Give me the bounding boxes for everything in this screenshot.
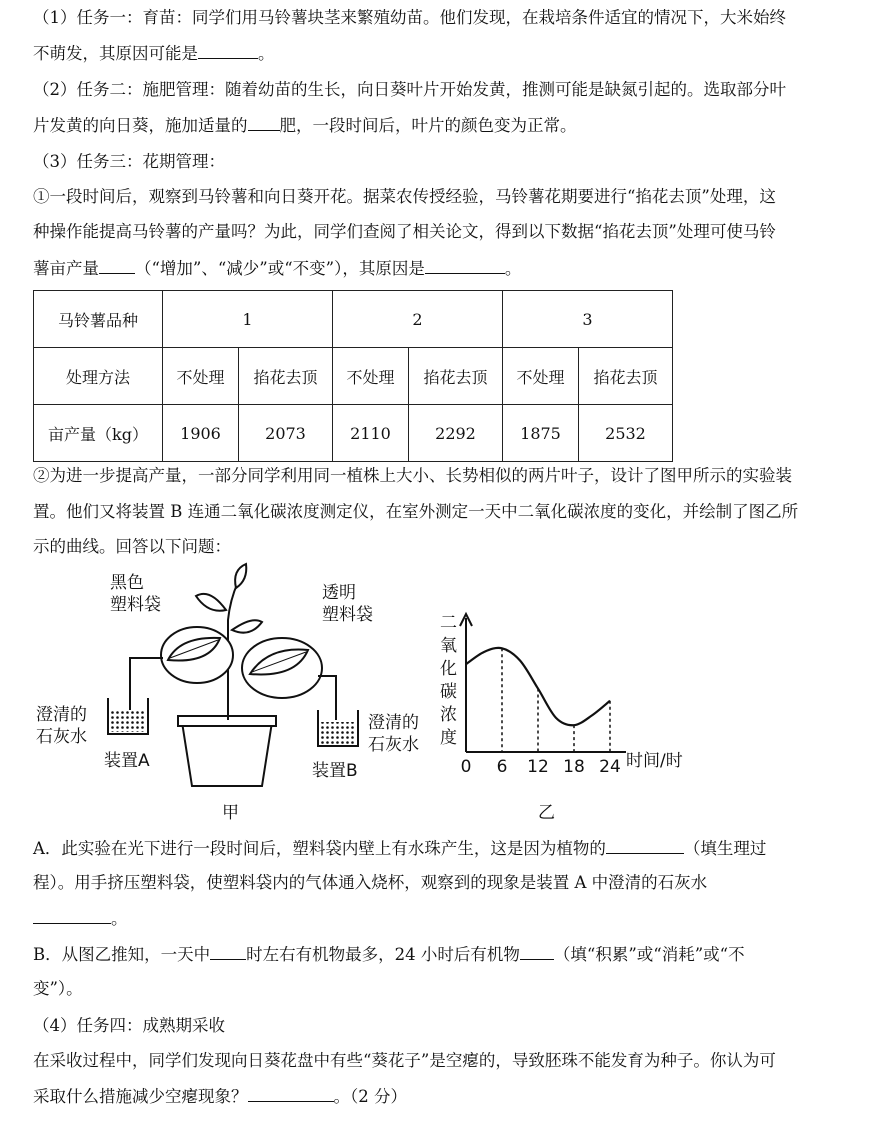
table-cell: 不处理 [163, 348, 239, 405]
x-axis-unit: 时间/时 [626, 751, 683, 771]
qb-time-blank[interactable] [210, 944, 246, 960]
q4-line2 [33, 1086, 407, 1107]
qa-text-a: A．此实验在光下进行一段时间后，塑料袋内壁上有水珠产生，这是因为植物的 [33, 839, 606, 858]
qa-line3 [33, 908, 128, 929]
yield-table [33, 290, 673, 462]
table-cell: 处理方法 [34, 348, 163, 405]
table-row [34, 291, 673, 348]
table-cell: 亩产量（kg） [34, 405, 163, 462]
q3-text-c: 。 [504, 259, 522, 278]
qa-phenomenon-blank[interactable] [33, 908, 111, 924]
x-tick-label: 12 [527, 757, 549, 777]
x-tick-label: 0 [460, 757, 472, 777]
x-tick-label: 24 [599, 757, 621, 777]
table-row [34, 348, 673, 405]
q1-line1: （1）任务一：育苗：同学们用马铃薯块茎来繁殖幼苗。他们发现，在栽培条件适宜的情况下，大米始终 [33, 8, 786, 27]
table-cell: 2073 [239, 405, 333, 462]
clear-bag-label: 塑料袋 [322, 605, 373, 625]
q2-line2 [33, 115, 577, 136]
q3-yield-blank[interactable] [99, 258, 135, 274]
black-bag-label: 塑料袋 [110, 595, 161, 615]
device-a-label: 装置A [104, 751, 150, 771]
table-cell: 2110 [333, 405, 409, 462]
q3-p2-line1: ②为进一步提高产量，一部分同学利用同一植株上大小、长势相似的两片叶子，设计了图甲所示的实验装 [33, 466, 792, 485]
table-cell: 3 [503, 291, 673, 348]
qa-period: 。 [111, 909, 128, 928]
qb-organic-blank[interactable] [520, 944, 554, 960]
table-cell: 2532 [579, 405, 673, 462]
table-cell: 马铃薯品种 [34, 291, 163, 348]
table-cell: 2292 [409, 405, 503, 462]
q1-period: 。 [258, 44, 275, 63]
figure-jia-label: 甲 [222, 803, 239, 823]
q4-title: （4）任务四：成熟期采收 [33, 1016, 225, 1035]
q2-text-a: 片发黄的向日葵，施加适量的 [33, 116, 248, 135]
q4-line1: 在采收过程中，同学们发现向日葵花盘中有些“葵花子”是空瘪的，导致胚珠不能发育为种子。你认为可 [33, 1051, 776, 1070]
y-axis-label-char: 氧 [440, 636, 457, 656]
table-cell: 掐花去顶 [579, 348, 673, 405]
qa-line2: 程）。用手挤压塑料袋，使塑料袋内的气体通入烧杯，观察到的现象是装置 A 中澄清的石灰水 [33, 873, 708, 892]
table-cell: 1 [163, 291, 333, 348]
lime-water-b-label: 澄清的 [368, 713, 419, 733]
q4-answer-blank[interactable] [248, 1086, 334, 1102]
lime-water-a-label: 石灰水 [36, 727, 87, 747]
flower-pot [182, 722, 272, 786]
qb-text-a: B．从图乙推知，一天中 [33, 945, 211, 964]
q3-p1-line2: 种操作能提高马铃薯的产量吗？为此，同学们查阅了相关论文，得到以下数据“掐花去顶”处理可使马铃 [33, 222, 776, 241]
table-cell: 不处理 [333, 348, 409, 405]
qa-process-blank[interactable] [606, 838, 684, 854]
black-bag-label: 黑色 [110, 573, 144, 593]
lime-water-a-label: 澄清的 [36, 705, 87, 725]
y-axis-label-char: 度 [440, 728, 457, 748]
q4-text-a: 采取什么措施减少空瘪现象？ [33, 1087, 248, 1106]
q3-text-a: 薯亩产量 [33, 259, 99, 278]
table-cell: 1906 [163, 405, 239, 462]
qb-text-c: （填“积累”或“消耗”或“不 [553, 945, 745, 964]
tube-a [130, 658, 163, 710]
qb-line1 [33, 944, 745, 965]
clear-bag-label: 透明 [322, 583, 356, 603]
q3-p2-line2: 置。他们又将装置 B 连通二氧化碳浓度测定仪，在室外测定一天中二氧化碳浓度的变化，并绘制了图乙所 [33, 502, 799, 521]
co2-chart [440, 613, 683, 777]
y-axis-label-char: 浓 [440, 705, 457, 725]
lime-water-b-label: 石灰水 [368, 735, 419, 755]
q3-p2-line3: 示的曲线。回答以下问题： [33, 537, 231, 556]
figure-yi-label: 乙 [538, 803, 555, 823]
device-b-label: 装置B [312, 761, 358, 781]
table-cell: 不处理 [503, 348, 579, 405]
y-axis-label-char: 二 [440, 613, 457, 633]
leaf [196, 594, 226, 611]
table-cell: 1875 [503, 405, 579, 462]
q4-text-b: 。（2 分） [333, 1087, 407, 1106]
qb-text-b: 时左右有机物最多，24 小时后有机物 [246, 945, 520, 964]
q3-p1-line3 [33, 258, 521, 279]
y-axis-label-char: 化 [440, 659, 457, 679]
q1-text: 不萌发，其原因可能是 [33, 44, 198, 63]
tube-b [318, 676, 336, 720]
experiment-figure [0, 560, 895, 825]
table-cell: 掐花去顶 [239, 348, 333, 405]
x-tick-label: 18 [563, 757, 585, 777]
q3-reason-blank[interactable] [425, 258, 505, 274]
qa-line1 [33, 838, 766, 859]
q2-text-b: 肥，一段时间后，叶片的颜色变为正常。 [279, 116, 577, 135]
qb-line2: 变”）。 [33, 979, 83, 998]
table-cell: 掐花去顶 [409, 348, 503, 405]
x-tick-label: 6 [496, 757, 508, 777]
q2-answer-blank[interactable] [248, 115, 280, 131]
leaf [232, 620, 262, 632]
table-row [34, 405, 673, 462]
q3-title: （3）任务三：花期管理： [33, 152, 225, 171]
q3-text-b: （“增加”、“减少”或“不变”），其原因是 [135, 259, 425, 278]
leaf [235, 564, 246, 588]
q2-line1: （2）任务二：施肥管理：随着幼苗的生长，向日葵叶片开始发黄，推测可能是缺氮引起的。选取部分叶 [33, 80, 786, 99]
qa-text-b: （填生理过 [683, 839, 767, 858]
q1-line2 [33, 43, 275, 64]
table-cell: 2 [333, 291, 503, 348]
q3-p1-line1: ①一段时间后，观察到马铃薯和向日葵开花。据菜农传授经验，马铃薯花期要进行“掐花去顶”处理，这 [33, 187, 776, 206]
y-axis-label-char: 碳 [440, 682, 457, 702]
q1-answer-blank[interactable] [198, 43, 258, 59]
